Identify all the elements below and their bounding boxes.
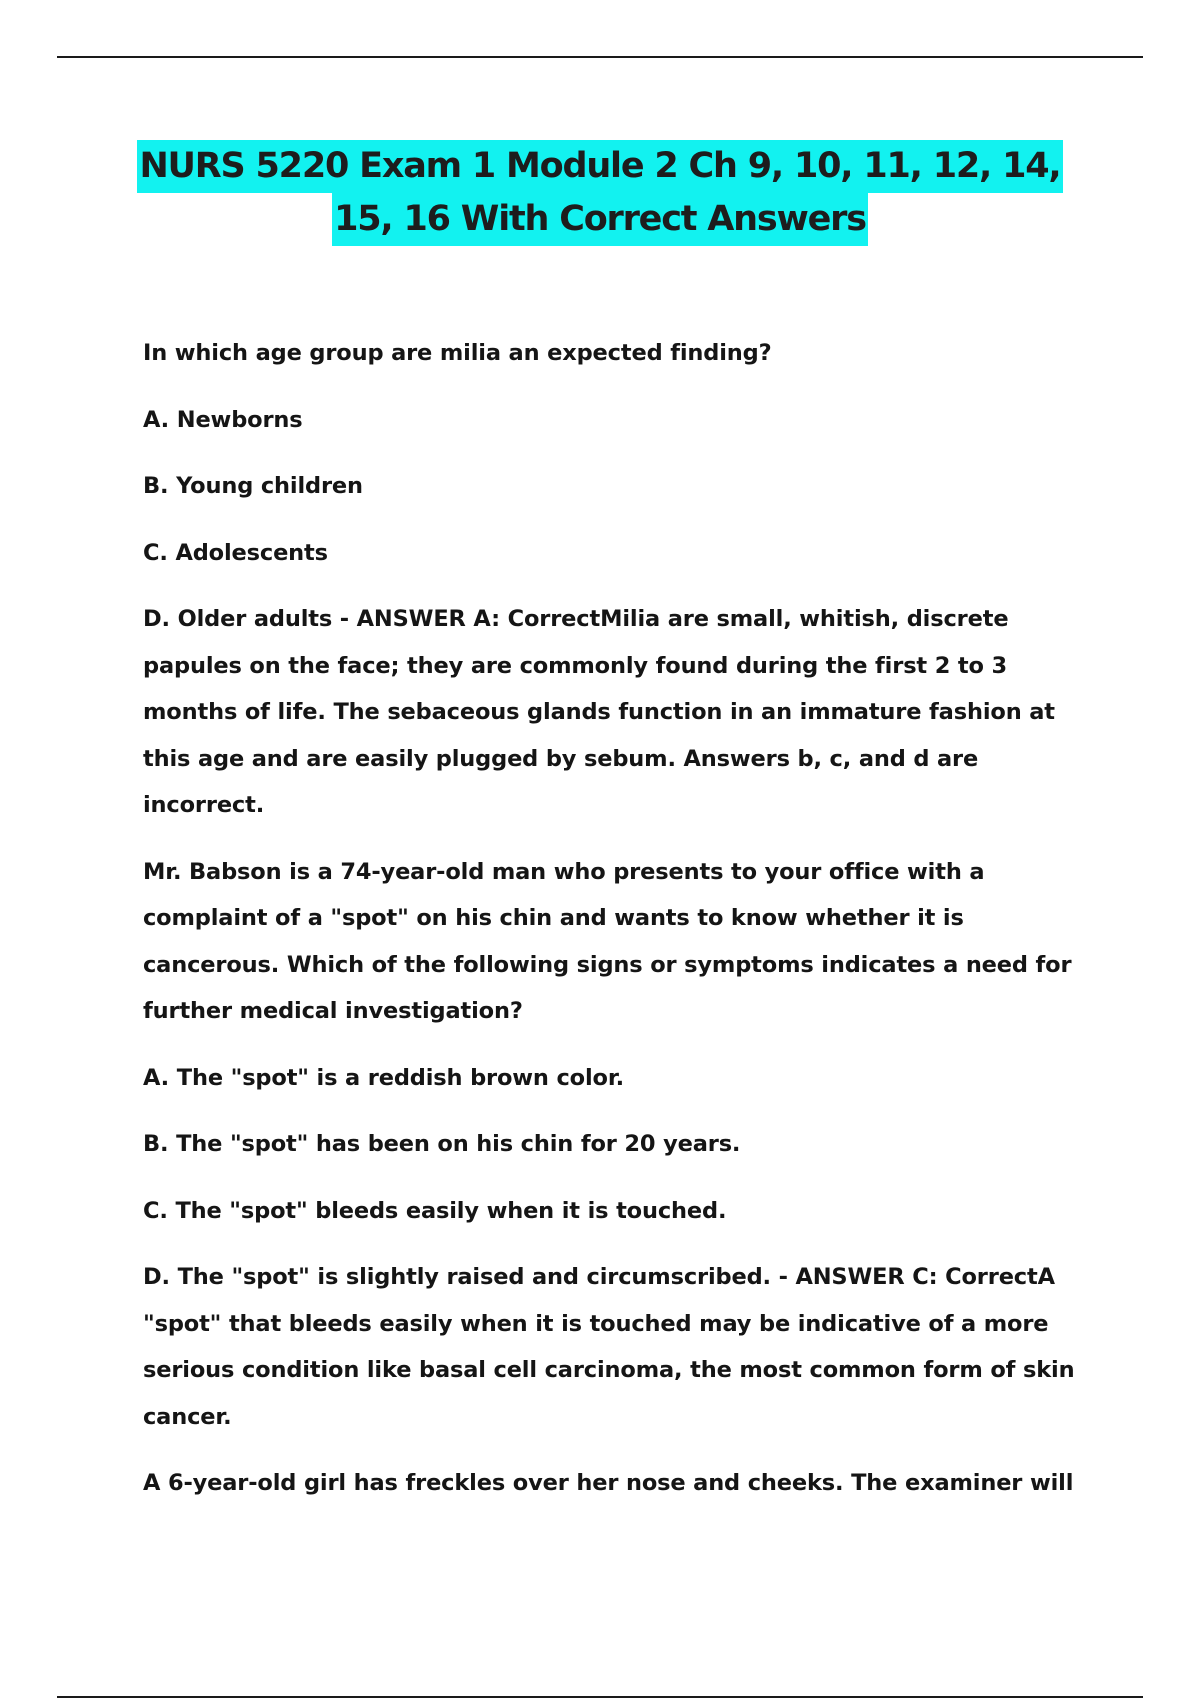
question-3-text: A 6-year-old girl has freckles over her nose and cheeks. The examiner will (143, 1470, 1074, 1496)
question-1-text: In which age group are milia an expected finding? (143, 340, 772, 366)
question-2-option-c: C. The "spot" bleeds easily when it is touched. (143, 1197, 727, 1224)
title-line-2: 15, 16 With Correct Answers (332, 193, 868, 246)
question-1-option-c: C. Adolescents (143, 539, 328, 566)
question-2-text: Mr. Babson is a 74-year-old man who presents to your office with a complaint of a "spot" on his chin and wants to know whether it is cancerous. Which of the following signs or symptoms indicates a need for further medical investigation? (143, 858, 1072, 1024)
question-2-option-d-answer: D. The "spot" is slightly raised and circumscribed. - ANSWER C: CorrectA "spot" that bleeds easily when it is touched may be indicative of a more serious condition like basal cell carcinoma, the most common form of skin cancer. (143, 1264, 1075, 1430)
bottom-divider (57, 1696, 1143, 1698)
document-title (0, 140, 1200, 246)
document-body (143, 330, 1103, 1527)
top-divider (57, 56, 1143, 58)
question-1-option-d-answer: D. Older adults - ANSWER A: CorrectMilia are small, whitish, discrete papules on the face; they are commonly found during the first 2 to 3 months of life. The sebaceous glands function in an immature fashion at this age and are easily plugged by sebum. Answers b, c, and d are incorrect. (143, 606, 1055, 818)
question-2-option-b: B. The "spot" has been on his chin for 20 years. (143, 1131, 741, 1157)
question-2-option-a: A. The "spot" is a reddish brown color. (143, 1064, 624, 1091)
question-1-option-b: B. Young children (143, 473, 363, 499)
question-1-option-a: A. Newborns (143, 406, 303, 433)
title-line-1: NURS 5220 Exam 1 Module 2 Ch 9, 10, 11, 12, 14, (137, 140, 1062, 193)
